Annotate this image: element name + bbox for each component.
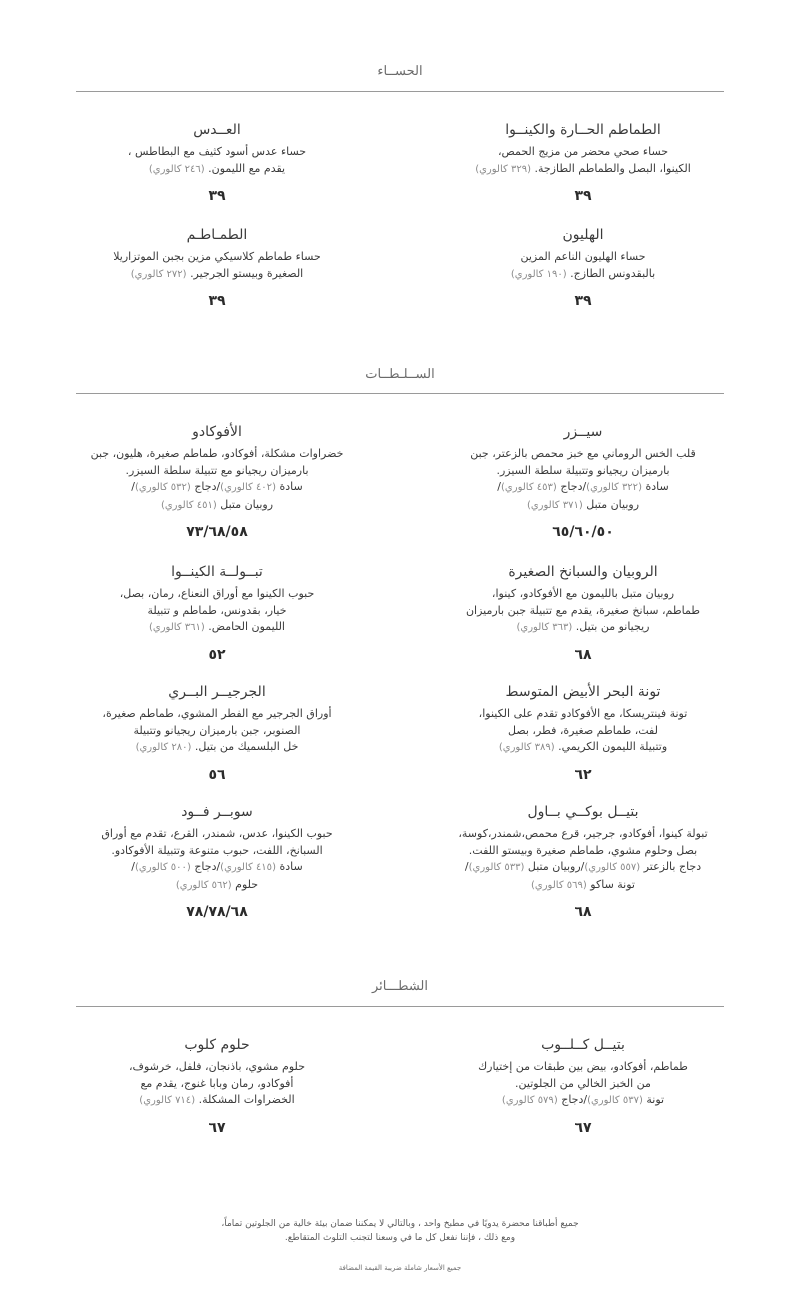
menu-item-super-food	[64, 803, 370, 920]
item-description: خضراوات مشكلة، أفوكادو، طماطم صغيرة، هليون، جبن بارميزان ريجيانو مع تتبيلة سلطة السيزر. سادة (٤٠٢ كالوري)/دجاج (٥٣٢ كالوري)/ روبيان متبل (٤٥١ كالوري)	[90, 447, 344, 511]
item-description: حساء صحي محضر من مزيج الحمص، الكينوا، البصل والطماطم الطازجة. (٣٢٩ كالوري)	[475, 145, 691, 175]
menu-item-batel-club	[430, 1036, 736, 1136]
item-name: بتيــل بوكــي بــاول	[527, 804, 639, 820]
item-price: ٦٥/٦٠/٥٠	[552, 524, 614, 540]
item-price: ٣٩	[208, 188, 226, 204]
divider-soups	[76, 91, 724, 92]
item-price: ٣٩	[574, 188, 592, 204]
item-name: الروبيان والسبانخ الصغيرة	[508, 564, 658, 580]
section-title-salads: الســلـطــات	[365, 367, 435, 382]
divider-salads	[76, 393, 724, 394]
item-calories: (٤٥١ كالوري)	[160, 499, 217, 511]
item-description: طماطم، أفوكادو، بيض بين طبقات من إختيارك من الخبز الخالي من الجلوتين. تونة (٥٣٧ كالوري)/دجاج (٥٧٩ كالوري)	[478, 1060, 688, 1106]
item-description: حبوب الكينوا مع أوراق النعناع، رمان، بصل، خيار، بقدونس، طماطم و تتبيلة الليمون الحامض. (٣٦١ كالوري)	[119, 587, 315, 633]
item-description: روبيان متبل بالليمون مع الأفوكادو، كينوا، طماطم، سبانخ صغيرة، يقدم مع تتبيلة جبن بارميزان ريجيانو من بتيل. (٣٦٣ كالوري)	[465, 587, 701, 633]
item-name: الطمـاطـم	[186, 227, 248, 243]
item-calories: (٥٥٧ كالوري)	[584, 862, 641, 873]
item-price: ٧٣/٦٨/٥٨	[186, 524, 248, 540]
item-description: تبولة كينوا، أفوكادو، جرجير، قرع محمص،شمندر،كوسة، بصل وحلوم مشوي، طماطم صغيرة وبيستو اللفت. دجاج بالزعتر (٥٥٧ كالوري)/روبيان متبل (٥٣٣ كالوري)/ تونة ساكو (٥٦٩ كالوري)	[458, 827, 708, 891]
menu-item-lentil-soup	[64, 121, 370, 204]
item-price: ٦٧	[208, 1119, 226, 1136]
menu-item-asparagus-soup	[430, 226, 736, 309]
item-calories: (٣٨٩ كالوري)	[498, 742, 555, 753]
item-name: بتيــل كــلــوب	[541, 1037, 625, 1053]
item-name: سيــزر	[563, 424, 603, 440]
item-calories: (٣٧١ كالوري)	[526, 499, 583, 511]
item-calories: (٣٢٢ كالوري)	[586, 482, 642, 493]
item-name: الهليون	[562, 227, 604, 243]
item-calories: (٥٦٢ كالوري)	[175, 879, 232, 891]
item-description: حساء عدس أسود كثيف مع البطاطس ، يقدم مع الليمون. (٢٤٦ كالوري)	[127, 145, 307, 175]
menu-item-mediterranean-tuna	[430, 683, 736, 783]
item-name: حلوم كلوب	[184, 1037, 250, 1053]
item-calories: (١٩٠ كالوري)	[510, 268, 567, 280]
item-calories: (٥٦٩ كالوري)	[531, 879, 587, 891]
item-price: ٧٨/٧٨/٦٨	[186, 904, 248, 920]
item-calories: (٥٣٢ كالوري)	[135, 482, 191, 493]
menu-item-shrimp-spinach-salad	[430, 563, 736, 663]
divider-sandwiches	[76, 1006, 724, 1007]
menu-item-tomato-soup	[64, 226, 370, 309]
item-calories: (٢٧٢ كالوري)	[130, 268, 187, 280]
item-calories: (٣٦١ كالوري)	[148, 622, 205, 633]
item-calories: (٥٣٣ كالوري)	[468, 862, 525, 873]
item-price: ٣٩	[208, 293, 226, 309]
item-price: ٦٢	[574, 766, 592, 783]
item-name: العــدس	[193, 122, 241, 138]
item-description: قلب الخس الروماني مع خبز محمص بالزعتر، جبن بارميزان ريجيانو وتتبيلة سلطة السيزر. سادة (٣٢٢ كالوري)/دجاج (٤٥٣ كالوري)/ روبيان متبل (٣٧١ كالوري)	[470, 447, 696, 511]
item-name: تونة البحر الأبيض المتوسط	[505, 684, 661, 700]
item-description: أوراق الجرجير مع الفطر المشوي، طماطم صغيرة، الصنوبر، جبن بارميزان ريجيانو وتتبيلة خل البلسميك من بتيل. (٢٨٠ كالوري)	[102, 707, 332, 753]
item-price: ٦٨	[574, 904, 592, 920]
item-price: ٦٧	[574, 1119, 592, 1136]
item-calories: (٤١٥ كالوري)	[220, 862, 276, 873]
item-description: حساء الهليون الناعم المزين بالبقدونس الطازج. (١٩٠ كالوري)	[510, 250, 656, 280]
vat-notice: جميع الأسعار شاملة ضريبة القيمة المضافة	[338, 1264, 462, 1272]
section-title-soups: الحســاء	[377, 64, 423, 79]
item-name: الطماطم الحــارة والكينــوا	[505, 122, 661, 138]
item-name: الأفوكادو	[192, 424, 242, 440]
item-price: ٣٩	[574, 293, 592, 309]
item-name: الجرجيــر البــري	[168, 684, 266, 700]
item-calories: (٧١٤ كالوري)	[139, 1095, 196, 1106]
item-calories: (٣٦٣ كالوري)	[516, 622, 573, 633]
item-calories: (٤٥٣ كالوري)	[501, 482, 557, 493]
item-calories: (٤٠٢ كالوري)	[220, 482, 276, 493]
menu-item-quinoa-tabbouleh	[64, 563, 370, 663]
item-price: ٥٢	[208, 646, 226, 663]
item-description: حبوب الكينوا، عدس، شمندر، القرع، تقدم مع أوراق السبانخ، اللفت، حبوب متنوعة وتتبيلة الأفوكادو. سادة (٤١٥ كالوري)/دجاج (٥٠٠ كالوري)/ حلوم (٥٦٢ كالوري)	[101, 827, 333, 891]
item-price: ٦٨	[574, 646, 592, 663]
item-calories: (٥٣٧ كالوري)	[587, 1095, 643, 1106]
allergen-notice: جميع أطباقنا محضرة يدويًا في مطبخ واحد ، وبالتالي لا يمكننا ضمان بيئة خالية من الجلوتين تماماً، ومع ذلك ، فإننا نفعل كل ما في وسعنا لتجنب التلوث المتقاطع.	[221, 1219, 579, 1243]
item-calories: (٥٠٠ كالوري)	[135, 862, 191, 873]
item-name: تبــولــة الكينــوا	[171, 564, 263, 580]
section-title-sandwiches: الشطـــائر	[371, 979, 428, 994]
item-description: تونة فينتريسكا، مع الأفوكادو تقدم على الكينوا، لفت، طماطم صغيرة، فطر، بصل وتتبيلة الليمون الكريمي. (٣٨٩ كالوري)	[478, 707, 688, 753]
item-price: ٥٦	[208, 766, 226, 783]
item-description: حساء طماطم كلاسيكي مزين بجبن الموتزاريلا الصغيرة وبيستو الجرجير. (٢٧٢ كالوري)	[113, 250, 321, 280]
item-calories: (٢٤٦ كالوري)	[148, 163, 205, 175]
menu-item-wild-rocket	[64, 683, 370, 783]
item-calories: (٥٧٩ كالوري)	[501, 1095, 558, 1106]
menu-item-tomato-quinoa-soup	[430, 121, 736, 204]
menu-item-poke-bowl	[430, 803, 736, 920]
menu-item-halloumi-club	[64, 1036, 370, 1136]
item-calories: (٢٨٠ كالوري)	[135, 742, 192, 753]
menu-item-caesar-salad	[430, 423, 736, 540]
item-name: سوبــر فــود	[181, 804, 253, 820]
menu-item-avocado-salad	[64, 423, 370, 540]
item-description: حلوم مشوي، باذنجان، فلفل، خرشوف، أفوكادو، رمان وبابا غنوج، يقدم مع الخضراوات المشكلة. (٧١٤ كالوري)	[129, 1060, 305, 1106]
item-calories: (٣٢٩ كالوري)	[475, 163, 531, 175]
